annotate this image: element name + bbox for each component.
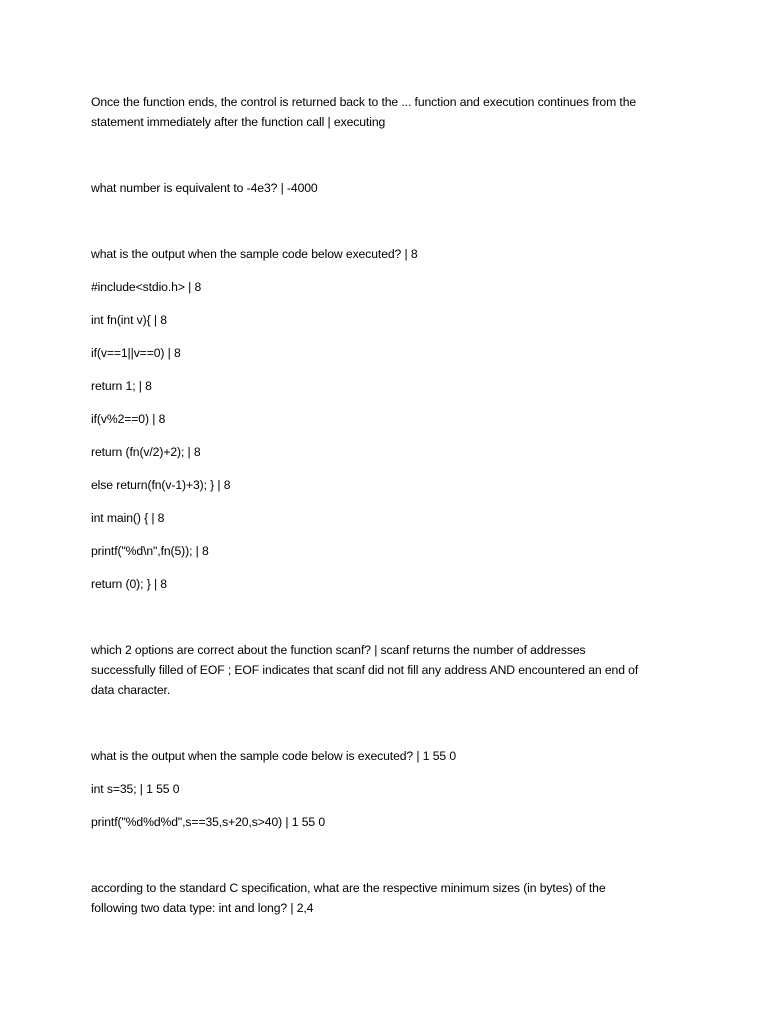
text-line: else return(fn(v-1)+3); } | 8 [91, 478, 231, 492]
text-line: if(v==1||v==0) | 8 [91, 346, 181, 360]
text-line: return (fn(v/2)+2); | 8 [91, 445, 201, 459]
text-line: printf("%d\n",fn(5)); | 8 [91, 544, 209, 558]
text-line: int fn(int v){ | 8 [91, 313, 167, 327]
text-line: return (0); } | 8 [91, 577, 167, 591]
text-line: which 2 options are correct about the function scanf? | scanf returns the number of addresses [91, 643, 586, 657]
text-line: Once the function ends, the control is returned back to the ... function and execution continues from the [91, 95, 637, 109]
text-line: return 1; | 8 [91, 379, 152, 393]
text-line: what is the output when the sample code below executed? | 8 [91, 247, 418, 261]
text-line: what is the output when the sample code below is executed? | 1 55 0 [91, 749, 457, 763]
text-line: successfully filled of EOF ; EOF indicates that scanf did not fill any address AND encountered an end of [91, 663, 639, 677]
text-line: statement immediately after the function call | executing [91, 115, 386, 129]
text-line: what number is equivalent to -4e3? | -4000 [91, 181, 318, 195]
text-line: following two data type: int and long? | 2,4 [91, 901, 314, 915]
text-line: #include<stdio.h> | 8 [91, 280, 202, 294]
text-line: if(v%2==0) | 8 [91, 412, 166, 426]
text-line: data character. [91, 683, 171, 697]
text-line: according to the standard C specification, what are the respective minimum sizes (in bytes) of the [91, 881, 606, 895]
text-line: int s=35; | 1 55 0 [91, 782, 180, 796]
text-line: printf("%d%d%d",s==35,s+20,s>40) | 1 55 0 [91, 815, 326, 829]
text-line: int main() { | 8 [91, 511, 165, 525]
